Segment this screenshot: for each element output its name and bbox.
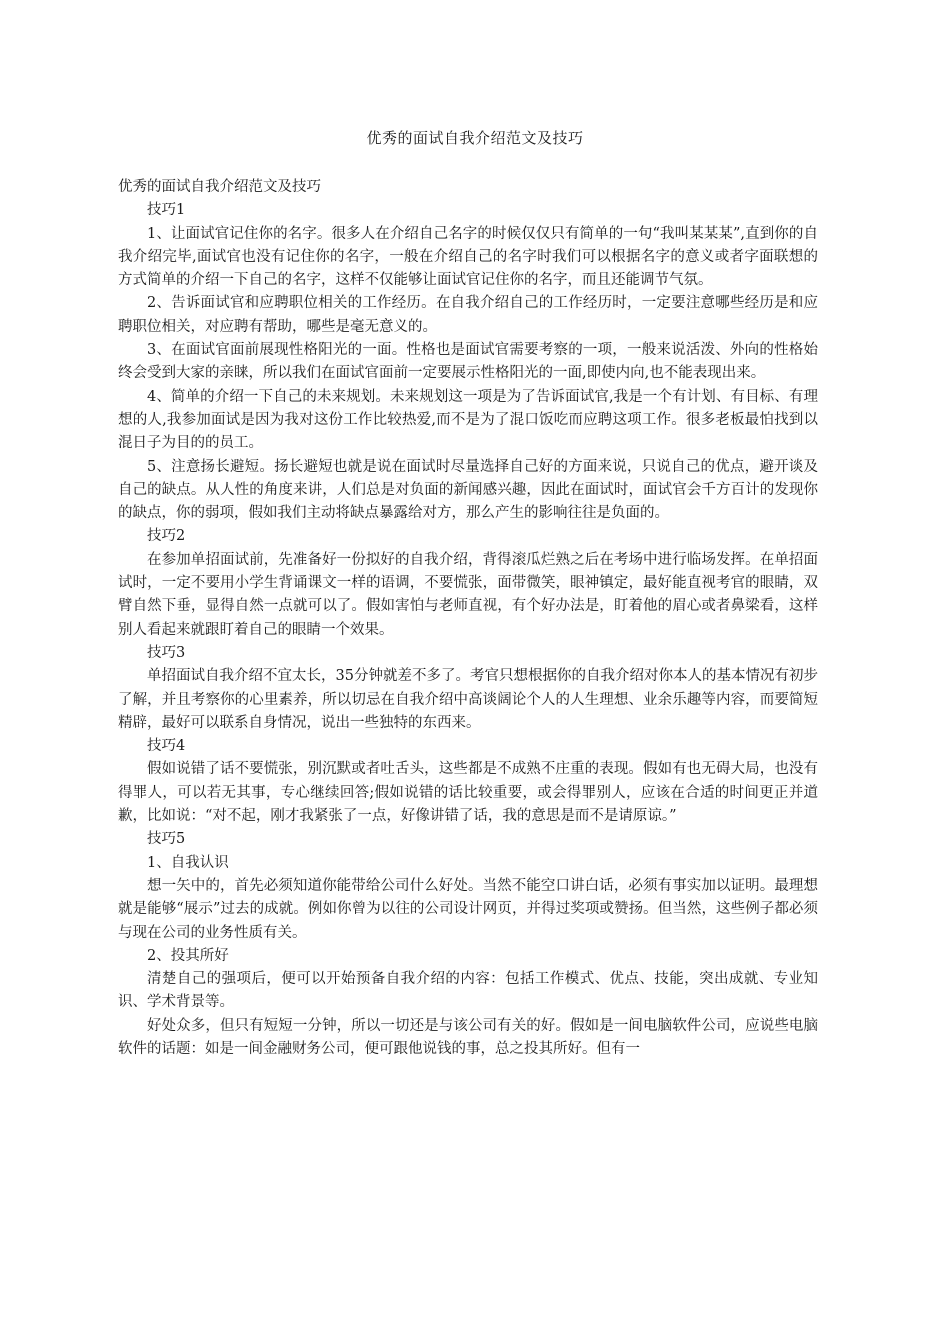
paragraph: 3、在面试官面前展现性格阳光的一面。性格也是面试官需要考察的一项，一般来说活泼、外向的性格始终会受到大家的亲睐，所以我们在面试官面前一定要展示性格阳光的一面,即使内向,也不能表现出来。 — [118, 342, 818, 382]
paragraph: 2、投其所好 — [147, 947, 229, 964]
paragraph: 好处众多，但只有短短一分钟，所以一切还是与该公司有关的好。假如是一间电脑软件公司，应说些电脑软件的话题：如是一间金融财务公司，便可跟他说钱的事，总之投其所好。但有一 — [118, 1017, 818, 1057]
paragraph: 技巧3 — [147, 644, 186, 661]
page-title: 优秀的面试自我介绍范文及技巧 — [366, 129, 584, 147]
paragraph: 假如说错了话不要慌张，别沉默或者吐舌头，这些都是不成熟不庄重的表现。假如有也无碍大局，也没有得罪人，可以若无其事，专心继续回答;假如说错的话比较重要，或会得罪别人，应该在合适的时间更正并道歉，比如说：“对不起，刚才我紧张了一点，好像讲错了话，我的意思是而不是请原谅。” — [118, 761, 818, 825]
paragraph: 想一矢中的，首先必须知道你能带给公司什么好处。当然不能空口讲白话，必须有事实加以证明。最理想就是能够“展示”过去的成就。例如你曾为以往的公司设计网页，并得过奖项或赞扬。但当然，这些例子都必须与现在公司的业务性质有关。 — [118, 877, 818, 941]
paragraph: 技巧1 — [147, 202, 186, 219]
paragraph: 4、简单的介绍一下自己的未来规划。未来规划这一项是为了告诉面试官,我是一个有计划、有目标、有理想的人,我参加面试是因为我对这份工作比较热爱,而不是为了混口饭吃而应聘这项工作。很多老板最怕找到以混日子为目的的员工。 — [118, 388, 818, 452]
paragraph: 单招面试自我介绍不宜太长，35分钟就差不多了。考官只想根据你的自我介绍对你本人的基本情况有初步了解，并且考察你的心里素养，所以切忌在自我介绍中高谈阔论个人的人生理想、业余乐趣等内容，而要简短精辟，最好可以联系自身情况，说出一些独特的东西来。 — [118, 668, 818, 731]
paragraph: 技巧2 — [147, 528, 186, 545]
paragraph: 5、注意扬长避短。扬长避短也就是说在面试时尽量选择自己好的方面来说，只说自己的优点，避开谈及自己的缺点。从人性的角度来讲，人们总是对负面的新闻感兴趣，因此在面试时，面试官会千方百计的发现你的缺点，你的弱项，假如我们主动将缺点暴露给对方，那么产生的影响往往是负面的。 — [118, 458, 818, 522]
document-body — [118, 176, 818, 1061]
paragraph: 在参加单招面试前，先准备好一份拟好的自我介绍，背得滚瓜烂熟之后在考场中进行临场发挥。在单招面试时，一定不要用小学生背诵课文一样的语调，不要慌张，面带微笑，眼神镇定，最好能直视考官的眼睛，双臂自然下垂，显得自然一点就可以了。假如害怕与老师直视，有个好办法是，盯着他的眉心或者鼻梁看，这样别人看起来就跟盯着自己的眼睛一个效果。 — [118, 551, 818, 638]
paragraph: 技巧4 — [147, 738, 186, 755]
paragraph: 技巧5 — [147, 831, 186, 848]
paragraph: 1、自我认识 — [147, 854, 229, 871]
paragraph: 1、让面试官记住你的名字。很多人在介绍自己名字的时候仅仅只有简单的一句“我叫某某某”,直到你的自我介绍完毕,面试官也没有记住你的名字，一般在介绍自己的名字时我们可以根据名字的意义或者字面联想的方式简单的介绍一下自己的名字，这样不仅能够让面试官记住你的名字，而且还能调节气氛。 — [118, 225, 818, 289]
paragraph: 优秀的面试自我介绍范文及技巧 — [118, 179, 321, 195]
paragraph: 2、告诉面试官和应聘职位相关的工作经历。在自我介绍自己的工作经历时，一定要注意哪些经历是和应聘职位相关，对应聘有帮助，哪些是毫无意义的。 — [118, 295, 818, 335]
paragraph: 清楚自己的强项后，便可以开始预备自我介绍的内容：包括工作模式、优点、技能，突出成就、专业知识、学术背景等。 — [118, 971, 818, 1011]
